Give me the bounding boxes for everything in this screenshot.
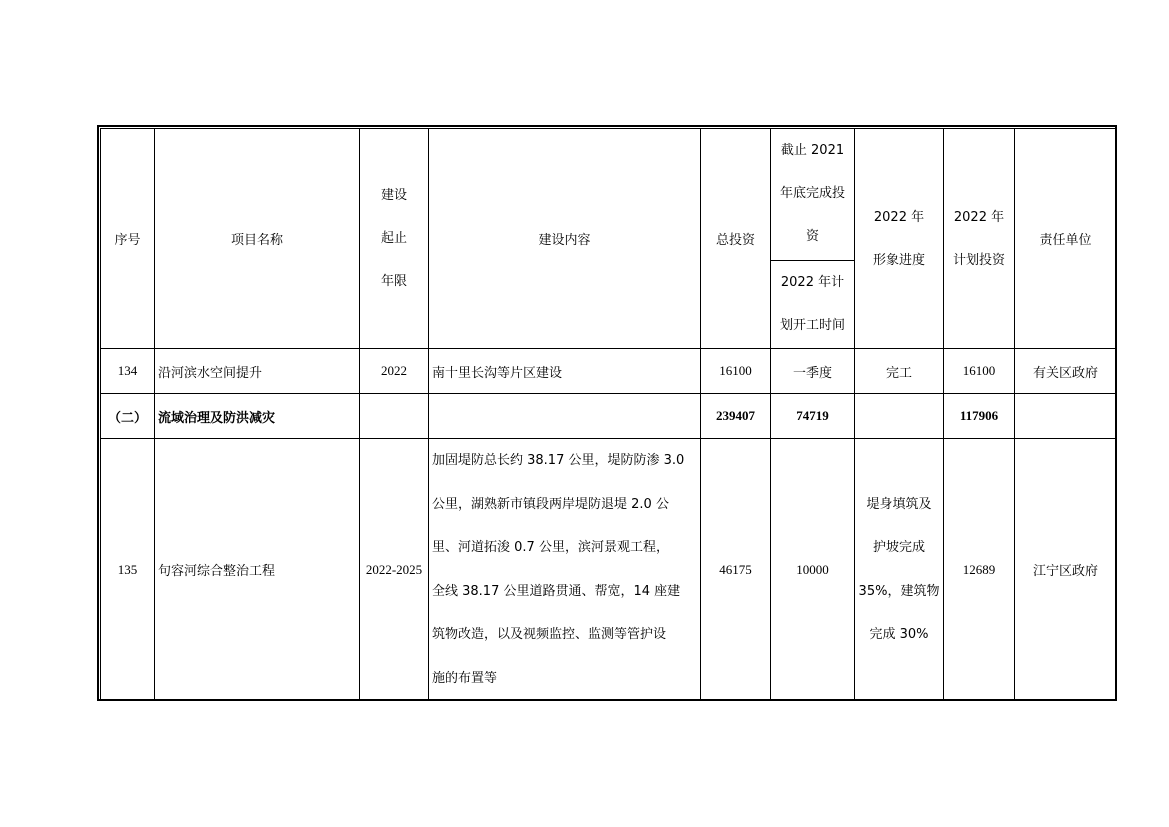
cell-start: 一季度 <box>771 349 855 394</box>
header-content: 建设内容 <box>429 129 701 349</box>
cell-unit: 有关区政府 <box>1015 349 1117 394</box>
cell-content <box>429 439 701 701</box>
header-done-line: 年底完成投 <box>779 186 845 201</box>
cell-content-line: 筑物改造，以及视频监控、监测等管护设 <box>432 627 667 642</box>
header-period-line: 建设 <box>380 188 407 203</box>
cell-content-line: 公里，湖熟新市镇段两岸堤防退堤 2.0 公 <box>432 496 669 512</box>
table-header-row <box>101 129 1117 349</box>
header-start <box>771 260 854 348</box>
header-name: 项目名称 <box>155 129 360 349</box>
header-period-line: 起止 <box>380 231 407 246</box>
header-progress-line: 形象进度 <box>872 252 925 268</box>
header-plan-line: 计划投资 <box>952 252 1005 268</box>
header-start-line: 2022 年计 <box>780 275 845 290</box>
cell-content: 南十里长沟等片区建设 <box>429 349 701 394</box>
cell-period: 2022-2025 <box>360 439 429 701</box>
header-done-start <box>771 129 855 349</box>
cell-plan: 16100 <box>944 349 1015 394</box>
cell-content-line: 全线 38.17 公里道路贯通、帮宽，14 座建 <box>432 583 681 599</box>
cell-progress-line: 完成 30% <box>869 627 929 642</box>
cell-name: 沿河滨水空间提升 <box>155 349 360 394</box>
header-plan <box>944 129 1015 349</box>
cell-done: 10000 <box>771 439 855 701</box>
cell-empty <box>1015 394 1117 439</box>
cell-empty <box>855 394 944 439</box>
cell-section-name: 流域治理及防洪减灾 <box>155 394 360 439</box>
cell-progress: 完工 <box>855 349 944 394</box>
header-progress <box>855 129 944 349</box>
header-progress-line: 2022 年 <box>873 209 925 225</box>
cell-period: 2022 <box>360 349 429 394</box>
cell-plan: 12689 <box>944 439 1015 701</box>
header-done <box>771 129 854 260</box>
cell-name: 句容河综合整治工程 <box>155 439 360 701</box>
cell-seq: 135 <box>101 439 155 701</box>
header-total: 总投资 <box>701 129 771 349</box>
project-table <box>100 128 1117 701</box>
cell-content-line: 加固堤防总长约 38.17 公里，堤防防渗 3.0 <box>432 453 685 468</box>
cell-empty <box>429 394 701 439</box>
header-period <box>360 129 429 349</box>
cell-total: 16100 <box>701 349 771 394</box>
cell-progress-line: 护坡完成 <box>872 540 925 555</box>
header-seq: 序号 <box>101 129 155 349</box>
cell-content-line: 施的布置等 <box>432 670 498 686</box>
table-row <box>101 439 1117 701</box>
cell-section-seq: （二） <box>101 394 155 439</box>
cell-unit: 江宁区政府 <box>1015 439 1117 701</box>
cell-progress-line: 堤身填筑及 <box>866 496 932 512</box>
project-table-frame <box>97 125 1117 701</box>
cell-progress-line: 35%，建筑物 <box>858 583 940 599</box>
cell-seq: 134 <box>101 349 155 394</box>
cell-progress <box>855 439 944 701</box>
header-done-line: 资 <box>805 229 819 244</box>
cell-section-plan: 117906 <box>944 394 1015 439</box>
header-unit: 责任单位 <box>1015 129 1117 349</box>
cell-total: 46175 <box>701 439 771 701</box>
cell-section-total: 239407 <box>701 394 771 439</box>
cell-empty <box>360 394 429 439</box>
header-start-line: 划开工时间 <box>779 318 845 333</box>
cell-section-done: 74719 <box>771 394 855 439</box>
cell-content-line: 里、河道拓浚 0.7 公里，滨河景观工程， <box>432 540 669 555</box>
header-period-line: 年限 <box>380 274 407 289</box>
section-row <box>101 394 1117 439</box>
header-done-line: 截止 2021 <box>780 143 845 158</box>
header-plan-line: 2022 年 <box>953 209 1005 225</box>
table-row <box>101 349 1117 394</box>
